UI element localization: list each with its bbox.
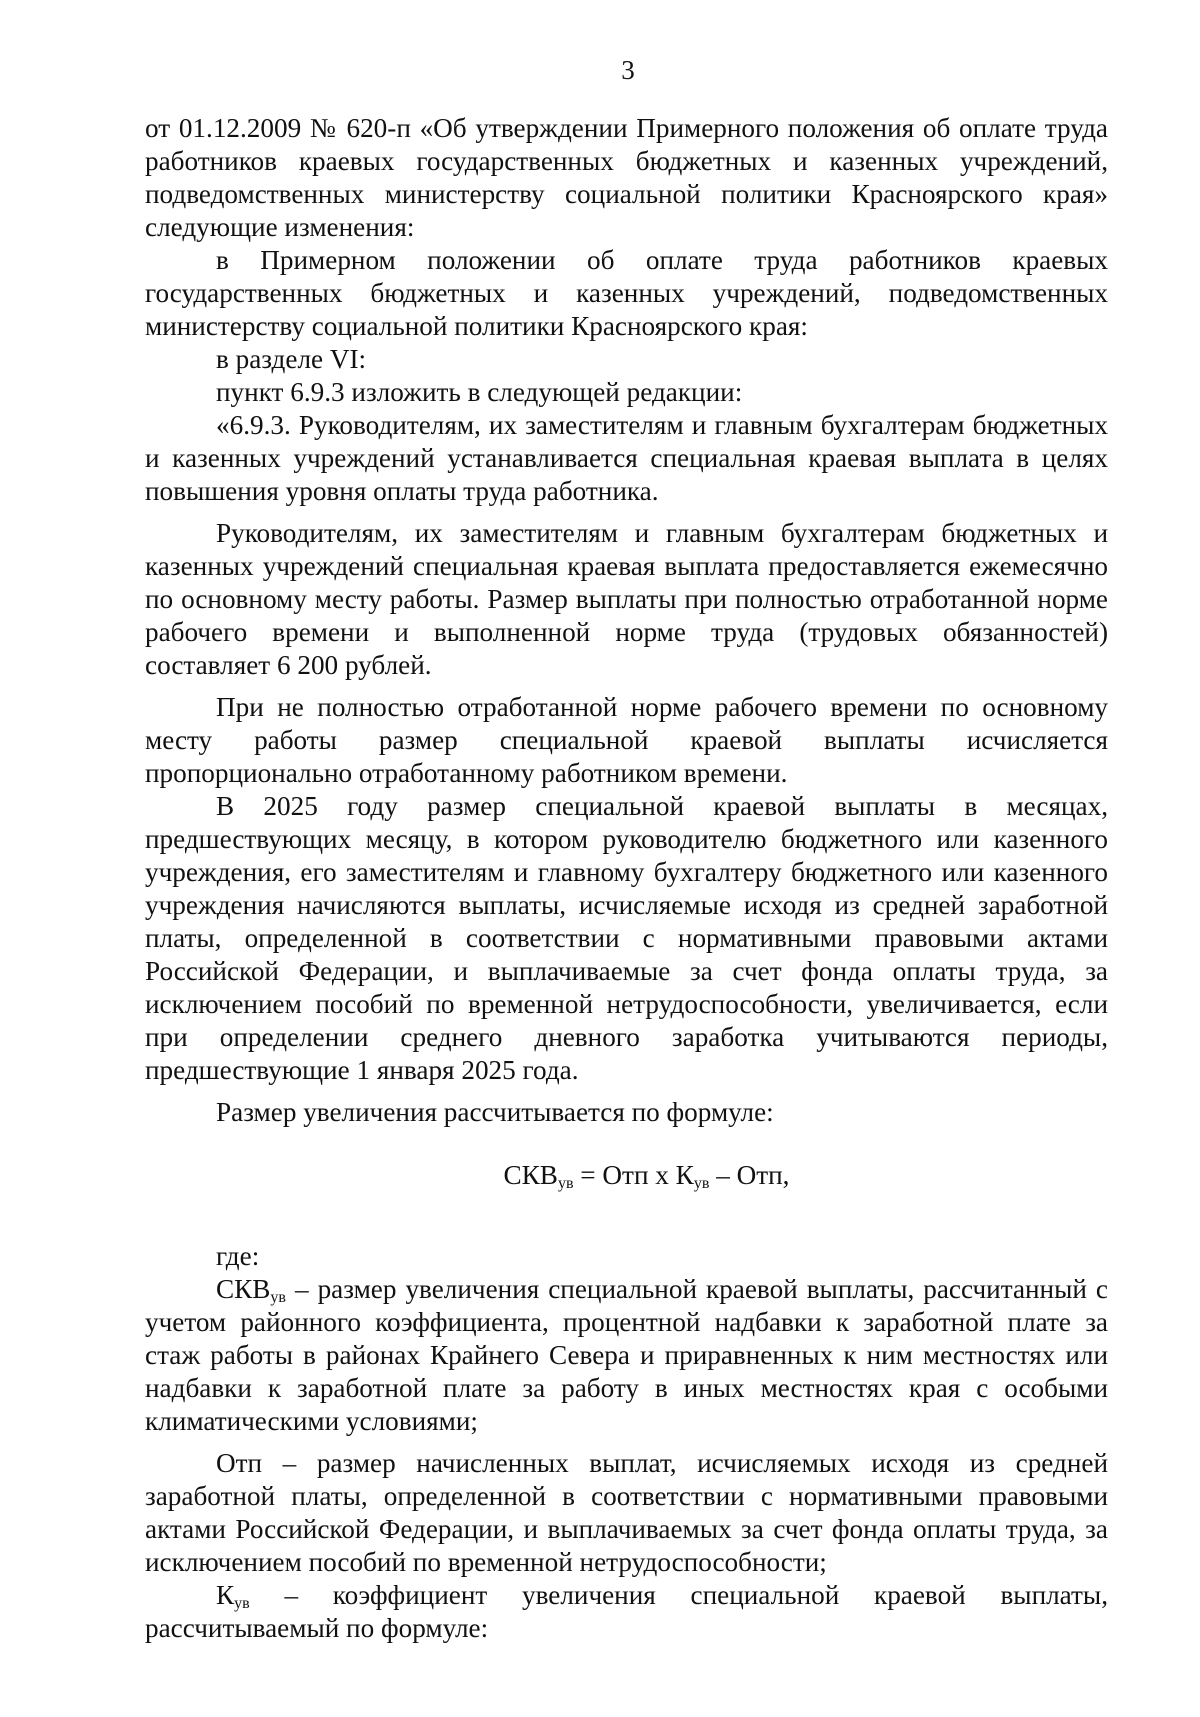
paragraph-intro: от 01.12.2009 № 620-п «Об утверждении Примерного положения об оплате труда работников краевых государственных бюджетных и казенных учреждений, подведомственных министерству социальной политики Красноярского края» следующие изменения: xyxy=(145,113,1108,242)
symbol-skv: СКВ xyxy=(216,1274,271,1304)
paragraph-formula-intro: Размер увеличения рассчитывается по формуле: xyxy=(216,1097,774,1127)
paragraph-point-instruction: пункт 6.9.3 изложить в следующей редакции: xyxy=(216,377,743,407)
paragraph-proportional: При не полностью отработанной норме рабочего времени по основному месту работы размер специальной краевой выплаты исчисляется пропорционально отработанному работником времени. xyxy=(145,692,1108,788)
paragraph-section: в разделе VI: xyxy=(216,344,367,374)
formula-middle-sub: ув xyxy=(693,1175,710,1192)
formula-skv xyxy=(145,1159,1108,1192)
symbol-skv-sub: ув xyxy=(270,1289,286,1306)
paragraph-where: где: xyxy=(216,1241,260,1271)
symbol-k: К xyxy=(216,1580,235,1610)
paragraph-2025-increase: В 2025 году размер специальной краевой выплаты в месяцах, предшествующих месяцу, в котором руководителю бюджетного или казенного учреждения, его заместителям и главному бухгалтеру бюджетного или казенного учреждения начисляются выплаты, исчисляемые исходя из средней заработной платы, определенной в соответствии с нормативными правовыми актами Российской Федерации, и выплачиваемые за счет фонда оплаты труда, за исключением пособий по временной нетрудоспособности, увеличивается, если при определении среднего дневного заработка учитываются периоды, предшествующие 1 января 2025 года. xyxy=(145,791,1108,1085)
paragraph-payment-amount: Руководителям, их заместителям и главным бухгалтерам бюджетных и казенных учреждений специальная краевая выплата предоставляется ежемесячно по основному месту работы. Размер выплаты при полностью отработанной норме рабочего времени и выполненной норме труда (трудовых обязанностей) составляет 6 200 рублей. xyxy=(145,518,1108,680)
formula-left-main: СКВ xyxy=(503,1160,558,1190)
paragraph-otp-definition: Отп – размер начисленных выплат, исчисляемых исходя из средней заработной платы, определенной в соответствии с нормативными правовыми актами Российской Федерации, и выплачиваемых за счет фонда оплаты труда, за исключением пособий по временной нетрудоспособности; xyxy=(145,1448,1108,1577)
symbol-k-sub: ув xyxy=(234,1595,250,1612)
page-number: 3 xyxy=(621,55,635,85)
document-body xyxy=(145,112,1108,1645)
formula-middle: = Отп х К xyxy=(573,1160,694,1190)
skv-definition-text: – размер увеличения специальной краевой выплаты, рассчитанный с учетом районного коэффициента, процентной надбавки к заработной плате за стаж работы в районах Крайнего Севера и приравненных к ним местностях или надбавки к заработной плате за работу в иных местностях края с особыми климатическими условиями; xyxy=(145,1274,1108,1436)
formula-left-sub: ув xyxy=(557,1175,574,1192)
paragraph-skv-definition xyxy=(145,1273,1108,1438)
paragraph-regulation: в Примерном положении об оплате труда работников краевых государственных бюджетных и казенных учреждений, подведомственных министерству социальной политики Красноярского края: xyxy=(145,245,1108,341)
paragraph-k-definition xyxy=(145,1579,1108,1645)
paragraph-point-6-9-3: «6.9.3. Руководителям, их заместителям и главным бухгалтерам бюджетных и казенных учреждений устанавливается специальная краевая выплата в целях повышения уровня оплаты труда работника. xyxy=(145,410,1108,506)
k-definition-text: – коэффициент увеличения специальной краевой выплаты, рассчитываемый по формуле: xyxy=(145,1580,1108,1643)
formula-right: – Отп, xyxy=(709,1160,790,1190)
